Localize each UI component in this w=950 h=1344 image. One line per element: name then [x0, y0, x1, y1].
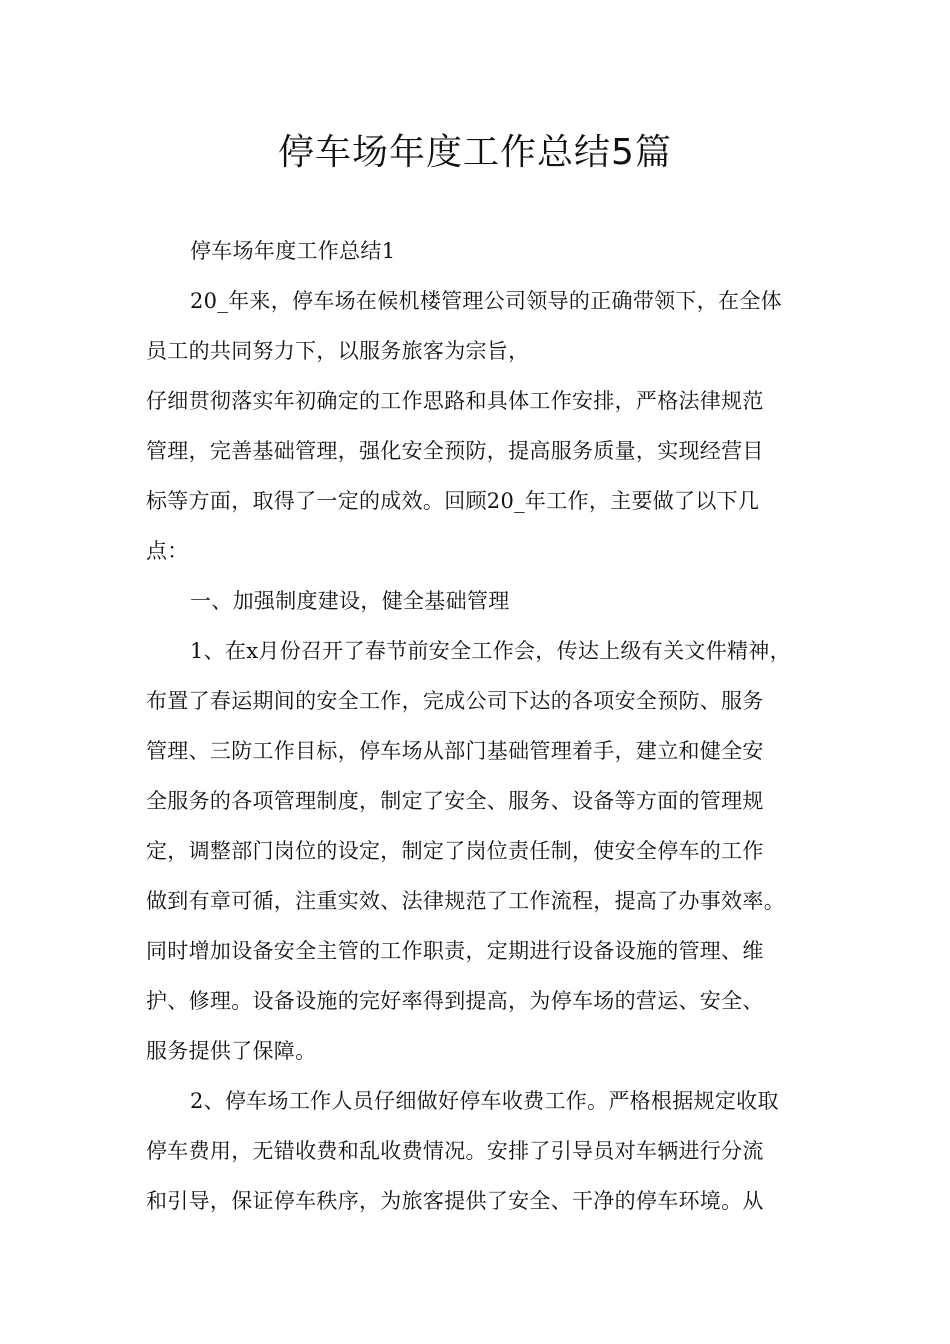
- paragraph-line: 点：: [146, 539, 189, 563]
- paragraph-line: 20_年来，停车场在候机楼管理公司领导的正确带领下，在全体: [190, 289, 782, 313]
- paragraph-line: 全服务的各项管理制度，制定了安全、服务、设备等方面的管理规: [146, 789, 764, 813]
- subsection-heading: 一、加强制度建设，健全基础管理: [190, 589, 510, 613]
- paragraph-line: 1、在x月份召开了春节前安全工作会，传达上级有关文件精神，: [190, 639, 791, 663]
- paragraph-line: 服务提供了保障。: [146, 1039, 317, 1063]
- section-heading: 停车场年度工作总结1: [190, 239, 396, 263]
- paragraph-line: 仔细贯彻落实年初确定的工作思路和具体工作安排，严格法律规范: [146, 389, 764, 413]
- paragraph-line: 标等方面，取得了一定的成效。回顾20_年工作，主要做了以下几: [146, 489, 760, 513]
- paragraph-line: 同时增加设备安全主管的工作职责，定期进行设备设施的管理、维: [146, 939, 764, 963]
- paragraph-line: 定，调整部门岗位的设定，制定了岗位责任制，使安全停车的工作: [146, 839, 764, 863]
- paragraph-line: 停车费用，无错收费和乱收费情况。安排了引导员对车辆进行分流: [146, 1139, 764, 1163]
- document-title: 停车场年度工作总结5篇: [278, 132, 672, 173]
- paragraph-line: 做到有章可循，注重实效、法律规范了工作流程，提高了办事效率。: [146, 889, 785, 913]
- paragraph-line: 管理、三防工作目标，停车场从部门基础管理着手，建立和健全安: [146, 739, 764, 763]
- paragraph-line: 管理，完善基础管理，强化安全预防，提高服务质量，实现经营目: [146, 439, 764, 463]
- paragraph-line: 布置了春运期间的安全工作，完成公司下达的各项安全预防、服务: [146, 689, 764, 713]
- paragraph-line: 和引导，保证停车秩序，为旅客提供了安全、干净的停车环境。从: [146, 1189, 764, 1213]
- paragraph-line: 2、停车场工作人员仔细做好停车收费工作。严格根据规定收取: [190, 1089, 779, 1113]
- paragraph-line: 员工的共同努力下，以服务旅客为宗旨，: [146, 339, 530, 363]
- paragraph-line: 护、修理。设备设施的完好率得到提高，为停车场的营运、安全、: [146, 989, 764, 1013]
